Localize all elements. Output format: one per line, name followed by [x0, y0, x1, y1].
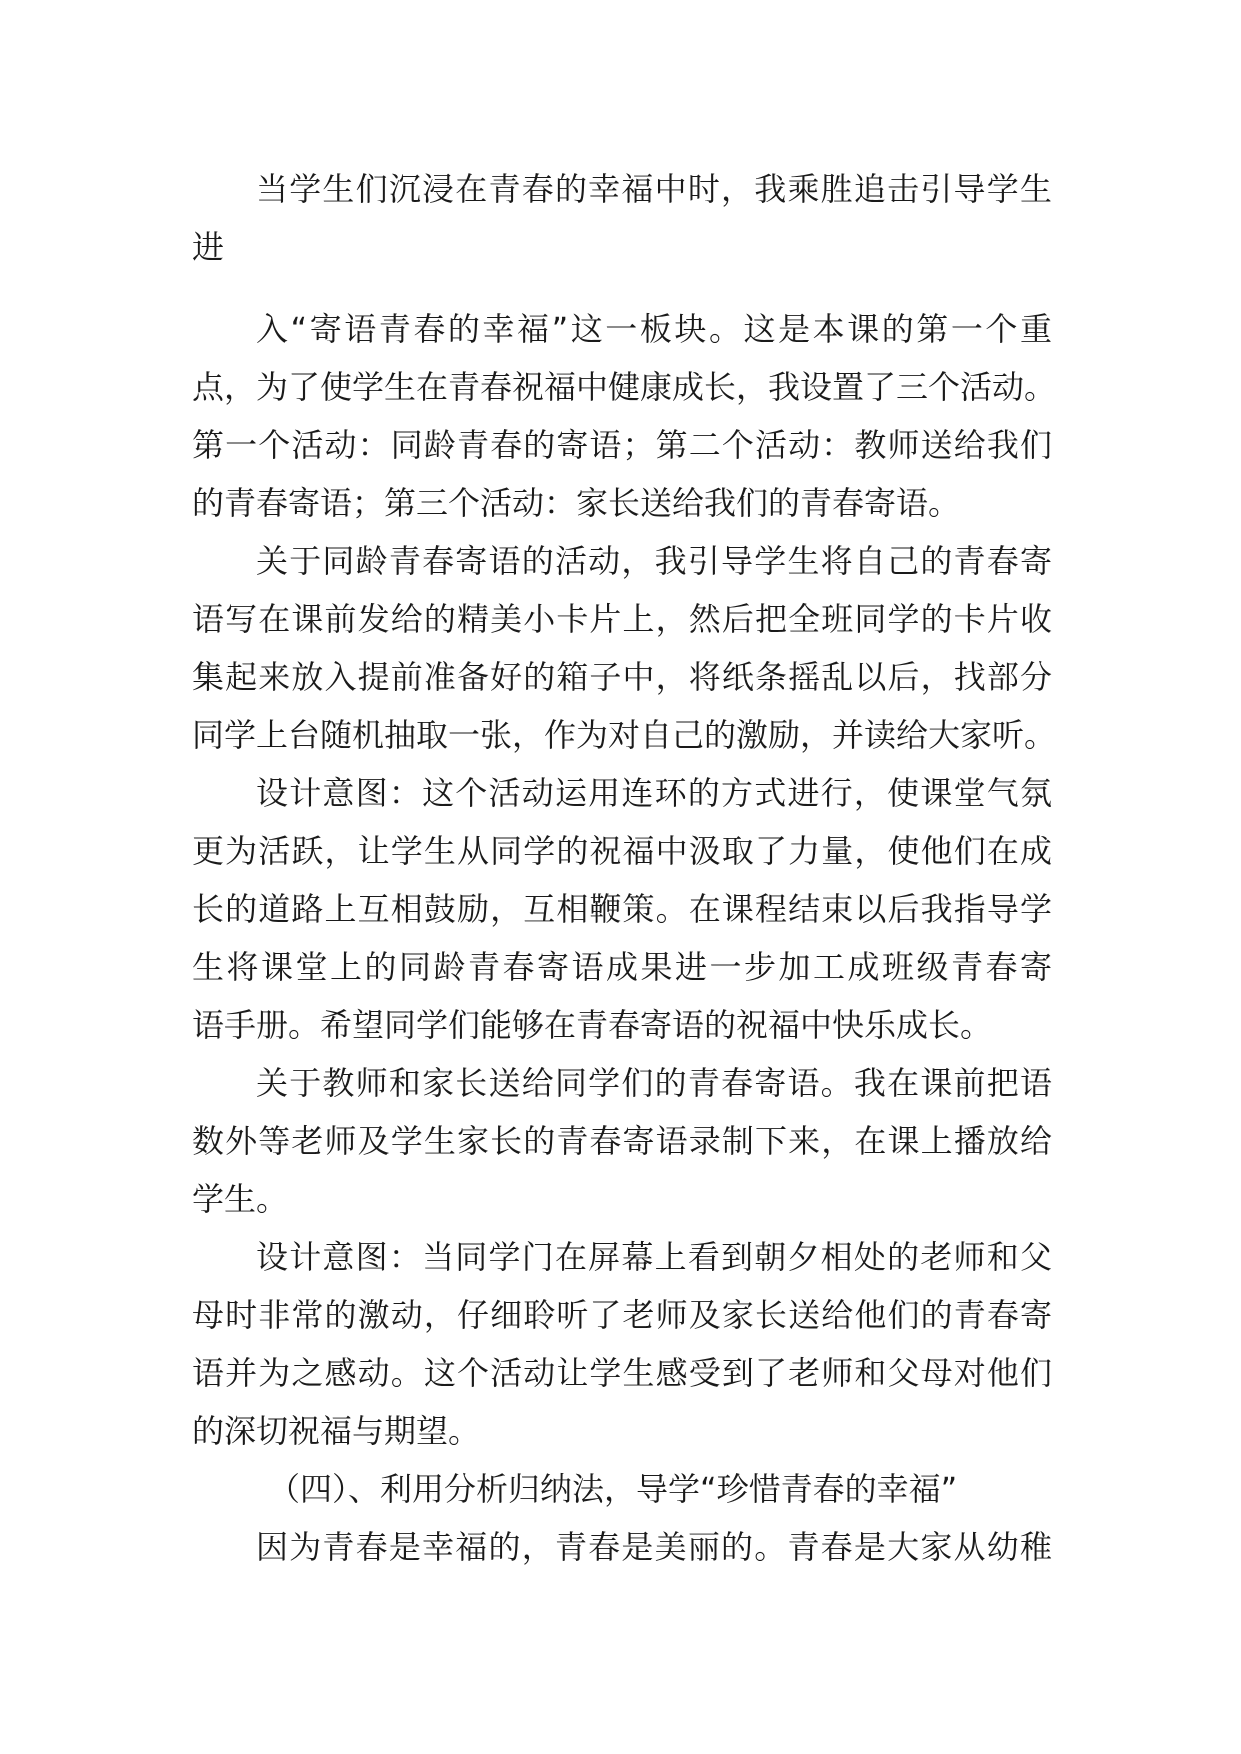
body-text — [192, 160, 1057, 1576]
text-line: 入“寄语青春的幸福”这一板块。这是本课的第一个重 — [256, 310, 1052, 348]
text-line: 生将课堂上的同龄青春寄语成果进一步加工成班级青春寄 — [192, 948, 1052, 986]
text-line: 同学上台随机抽取一张，作为对自己的激励，并读给大家听。 — [192, 716, 1057, 754]
text-line: 关于教师和家长送给同学们的青春寄语。我在课前把语 — [256, 1064, 1052, 1102]
text-line: 学生。 — [192, 1180, 289, 1218]
section-heading: （四）、利用分析归纳法，导学“珍惜青春的幸福” — [268, 1470, 958, 1508]
text-line: 进 — [192, 228, 225, 266]
text-line: 的青春寄语；第三个活动：家长送给我们的青春寄语。 — [192, 484, 961, 522]
text-line: 更为活跃，让学生从同学的祝福中汲取了力量，使他们在成 — [192, 832, 1052, 870]
text-line: 数外等老师及学生家长的青春寄语录制下来，在课上播放给 — [192, 1122, 1052, 1160]
text-line: 第一个活动：同龄青春的寄语；第二个活动：教师送给我们 — [192, 426, 1052, 464]
text-line: 点，为了使学生在青春祝福中健康成长，我设置了三个活动。 — [192, 368, 1057, 406]
text-line: 因为青春是幸福的，青春是美丽的。青春是大家从幼稚 — [256, 1528, 1052, 1566]
text-line: 语写在课前发给的精美小卡片上，然后把全班同学的卡片收 — [192, 600, 1052, 638]
text-line: 设计意图：这个活动运用连环的方式进行，使课堂气氛 — [256, 774, 1052, 812]
text-line: 当学生们沉浸在青春的幸福中时，我乘胜追击引导学生 — [256, 170, 1052, 208]
text-line: 语并为之感动。这个活动让学生感受到了老师和父母对他们 — [192, 1354, 1052, 1392]
text-line: 关于同龄青春寄语的活动，我引导学生将自己的青春寄 — [256, 542, 1052, 580]
text-line: 设计意图：当同学门在屏幕上看到朝夕相处的老师和父 — [256, 1238, 1052, 1276]
text-line: 语手册。希望同学们能够在青春寄语的祝福中快乐成长。 — [192, 1006, 993, 1044]
text-line: 长的道路上互相鼓励，互相鞭策。在课程结束以后我指导学 — [192, 890, 1052, 928]
text-line: 的深切祝福与期望。 — [192, 1412, 481, 1450]
text-line: 母时非常的激动，仔细聆听了老师及家长送给他们的青春寄 — [192, 1296, 1052, 1334]
text-line: 集起来放入提前准备好的箱子中，将纸条摇乱以后，找部分 — [192, 658, 1052, 696]
